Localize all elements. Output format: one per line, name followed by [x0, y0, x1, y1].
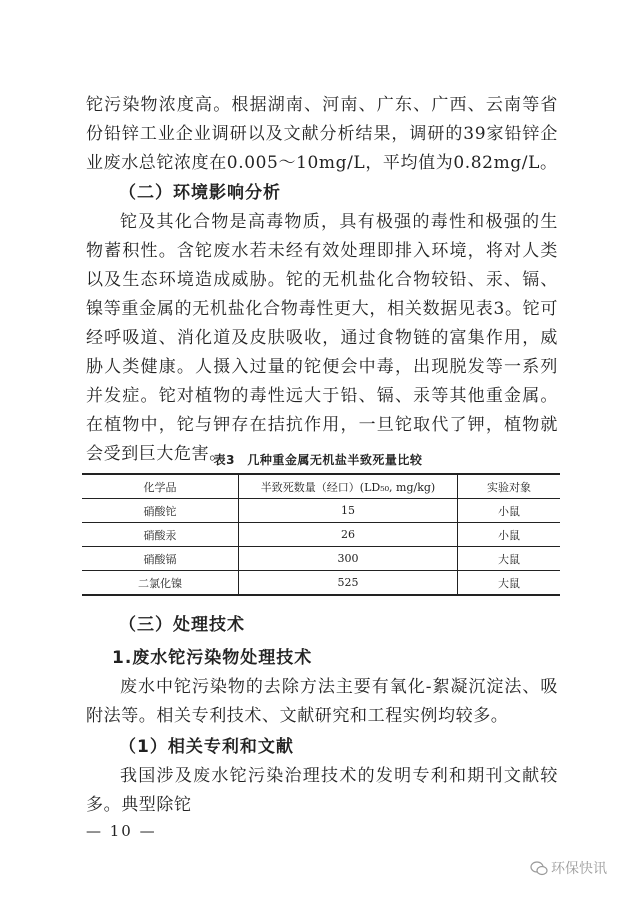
header-chemical: 化学品 — [82, 474, 239, 499]
table-row — [82, 499, 560, 523]
table-row — [82, 547, 560, 571]
cell-ld50: 300 — [239, 547, 458, 571]
cell-ld50: 26 — [239, 523, 458, 547]
watermark-text: 环保快讯 — [551, 861, 607, 877]
wechat-icon — [530, 861, 548, 876]
paragraph-patents: 我国涉及废水铊污染治理技术的发明专利和期刊文献较多。典型除铊 — [86, 766, 558, 815]
paragraph-thallium-concentration: 铊污染物浓度高。根据湖南、河南、广东、广西、云南等省份铅锌工业企业调研以及文献分析结果，调研的39家铅锌企业废水总铊浓度在0.005～10mg/L，平均值为0.82mg/L。 — [86, 95, 558, 173]
cell-subject: 大鼠 — [458, 571, 561, 596]
header-ld50: 半致死数量（经口）(LD₅₀, mg/kg) — [239, 474, 458, 499]
cell-chemical: 硝酸汞 — [82, 523, 239, 547]
heading-patents-literature: （1）相关专利和文献 — [119, 737, 294, 757]
cell-subject: 大鼠 — [458, 547, 561, 571]
page-number: — 10 — — [86, 822, 157, 840]
cell-ld50: 525 — [239, 571, 458, 596]
heading-treatment-technology: （三）处理技术 — [119, 615, 245, 635]
paragraph-environmental-impact: 铊及其化合物是高毒物质，具有极强的毒性和极强的生物蓄积性。含铊废水若未经有效处理即排入环境，将对人类以及生态环境造成威胁。铊的无机盐化合物较铅、汞、镉、镍等重金属的无机盐化合物毒性更大，相关数据见表3。铊可经呼吸道、消化道及皮肤吸收，通过食物链的富集作用，威胁人类健康。人摄入过量的铊便会中毒，出现脱发等一系列并发症。铊对植物的毒性远大于铅、镉、汞等其他重金属。在植物中，铊与钾存在拮抗作用，一旦铊取代了钾，植物就会受到巨大危害。 — [86, 212, 558, 464]
cell-ld50: 15 — [239, 499, 458, 523]
heading-environmental-impact: （二）环境影响分析 — [119, 183, 281, 203]
table-row — [82, 571, 560, 596]
paragraph-removal-methods: 废水中铊污染物的去除方法主要有氧化-絮凝沉淀法、吸附法等。相关专利技术、文献研究和工程实例均较多。 — [86, 677, 558, 726]
header-subject: 实验对象 — [458, 474, 561, 499]
cell-chemical: 二氯化镍 — [82, 571, 239, 596]
cell-subject: 小鼠 — [458, 499, 561, 523]
heading-wastewater-treatment: 1.废水铊污染物处理技术 — [112, 648, 313, 668]
cell-chemical: 硝酸铊 — [82, 499, 239, 523]
ld50-table — [82, 473, 560, 596]
watermark — [530, 858, 607, 878]
table-header-row — [82, 474, 560, 499]
cell-chemical: 硝酸镉 — [82, 547, 239, 571]
table-row — [82, 523, 560, 547]
table-caption: 表3 几种重金属无机盐半致死量比较 — [213, 453, 423, 467]
cell-subject: 小鼠 — [458, 523, 561, 547]
